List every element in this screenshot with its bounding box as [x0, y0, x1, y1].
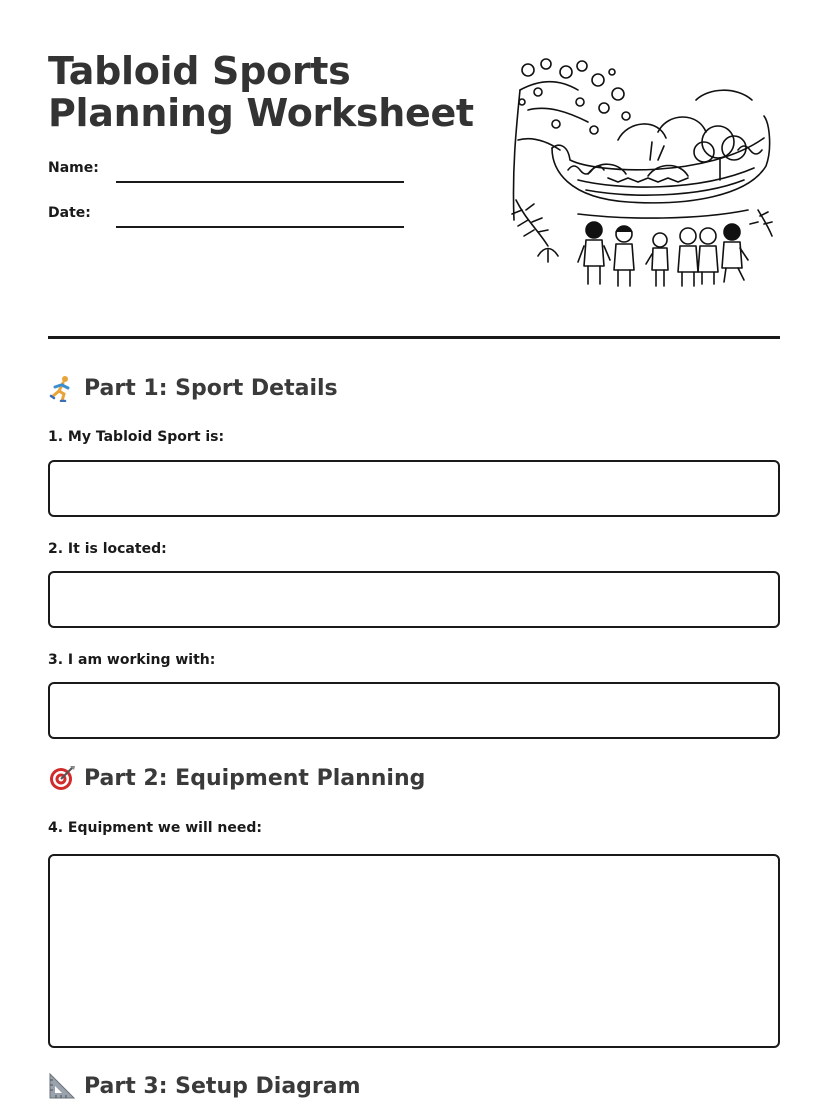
section-heading-part-3	[48, 1070, 361, 1102]
question-label: 3. I am working with:	[48, 652, 216, 668]
question-label: 2. It is located:	[48, 541, 167, 557]
section-heading-part-2	[48, 762, 425, 794]
target-icon	[48, 764, 76, 792]
section-heading-part-1	[48, 372, 338, 404]
section-heading-text: Part 2: Equipment Planning	[84, 765, 426, 791]
question-label: 4. Equipment we will need:	[48, 820, 263, 836]
name-label: Name:	[48, 160, 99, 176]
canoe-children-illustration	[508, 50, 778, 292]
team-answer-box[interactable]	[48, 682, 780, 739]
header-divider	[48, 336, 780, 339]
date-label: Date:	[48, 205, 91, 221]
date-write-line[interactable]	[116, 226, 404, 228]
question-label: 1. My Tabloid Sport is:	[48, 429, 225, 445]
runner-icon	[48, 374, 76, 402]
name-write-line[interactable]	[116, 181, 404, 183]
equipment-answer-box[interactable]	[48, 854, 780, 1048]
worksheet-title: Tabloid Sports Planning Worksheet	[48, 49, 474, 135]
name-field-row	[48, 160, 408, 184]
triangle-ruler-icon	[48, 1072, 76, 1100]
location-answer-box[interactable]	[48, 571, 780, 628]
date-field-row	[48, 205, 408, 229]
sport-name-answer-box[interactable]	[48, 460, 780, 517]
section-heading-text: Part 1: Sport Details	[84, 375, 338, 401]
section-heading-text: Part 3: Setup Diagram	[84, 1073, 361, 1099]
